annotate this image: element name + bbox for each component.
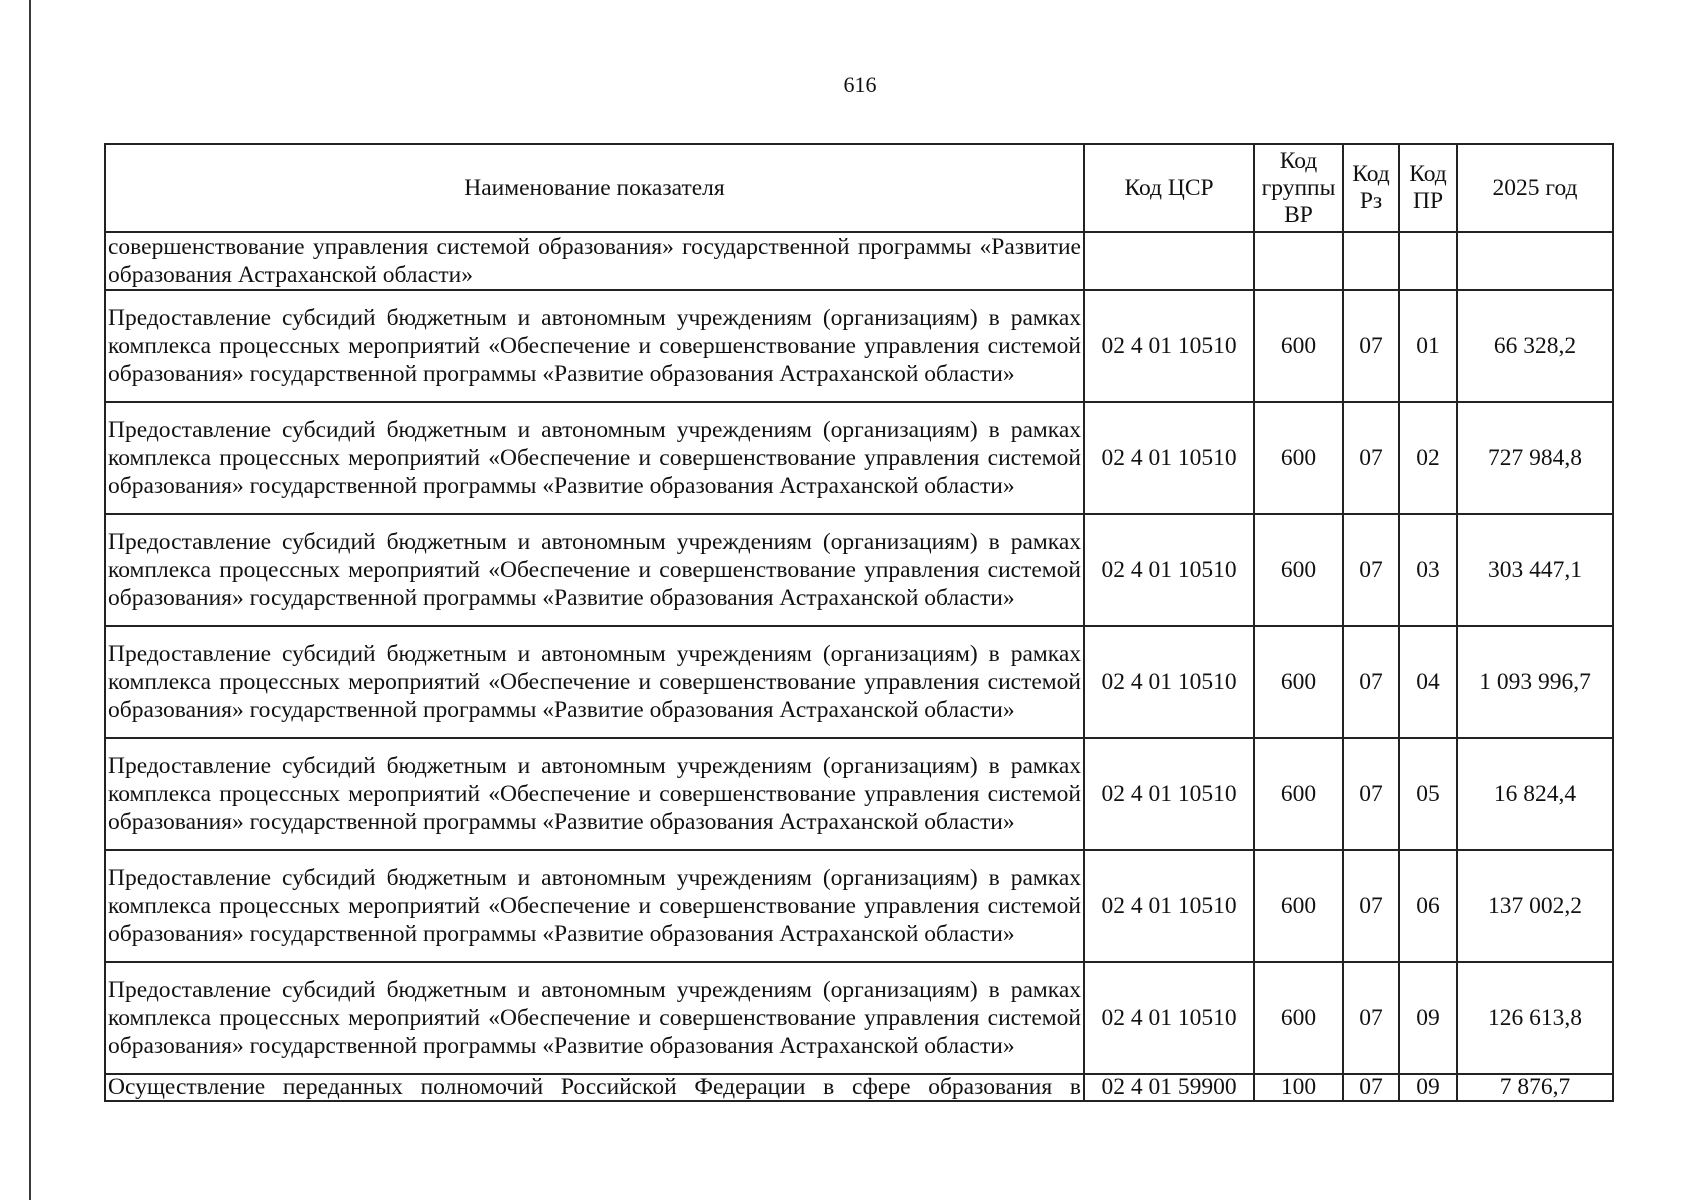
cell-amount: 16 824,4: [1457, 738, 1613, 850]
cell-amount: 137 002,2: [1457, 850, 1613, 962]
cell-rz: 07: [1343, 514, 1399, 626]
cell-pr: 02: [1399, 402, 1457, 514]
header-row: [105, 144, 1613, 232]
cell-csr: [1084, 232, 1254, 290]
cell-name: Предоставление субсидий бюджетным и автономным учреждениям (организациям) в рамках комплекса процессных мероприятий «Обеспечение и совершенствование управления системой образования» государственной программы «Развитие образования Астраханской области»: [105, 402, 1084, 514]
cell-pr: 09: [1399, 1074, 1457, 1101]
cell-vr: 600: [1254, 514, 1343, 626]
cell-csr: 02 4 01 10510: [1084, 402, 1254, 514]
table-row: [105, 738, 1613, 850]
cell-rz: 07: [1343, 626, 1399, 738]
cell-amount: 126 613,8: [1457, 962, 1613, 1074]
cell-vr: 600: [1254, 850, 1343, 962]
cell-rz: [1343, 232, 1399, 290]
header-csr: Код ЦСР: [1084, 144, 1254, 232]
table-row-last: [105, 1074, 1613, 1101]
cell-name: совершенствование управления системой образования» государственной программы «Развитие образования Астраханской области»: [105, 232, 1084, 290]
cell-vr: 600: [1254, 402, 1343, 514]
table-body: [105, 232, 1613, 1101]
cell-name: Предоставление субсидий бюджетным и автономным учреждениям (организациям) в рамках комплекса процессных мероприятий «Обеспечение и совершенствование управления системой образования» государственной программы «Развитие образования Астраханской области»: [105, 962, 1084, 1074]
header-vr: [1254, 144, 1343, 232]
cell-amount: 66 328,2: [1457, 290, 1613, 402]
cell-rz: 07: [1343, 962, 1399, 1074]
cell-rz: 07: [1343, 850, 1399, 962]
cell-vr: [1254, 232, 1343, 290]
cell-pr: [1399, 232, 1457, 290]
header-pr: [1399, 144, 1457, 232]
header-rz: [1343, 144, 1399, 232]
cell-name: Предоставление субсидий бюджетным и автономным учреждениям (организациям) в рамках комплекса процессных мероприятий «Обеспечение и совершенствование управления системой образования» государственной программы «Развитие образования Астраханской области»: [105, 514, 1084, 626]
cell-name: Предоставление субсидий бюджетным и автономным учреждениям (организациям) в рамках комплекса процессных мероприятий «Обеспечение и совершенствование управления системой образования» государственной программы «Развитие образования Астраханской области»: [105, 850, 1084, 962]
cell-pr: 03: [1399, 514, 1457, 626]
cell-amount: 303 447,1: [1457, 514, 1613, 626]
cell-pr: 09: [1399, 962, 1457, 1074]
cell-csr: 02 4 01 59900: [1084, 1074, 1254, 1101]
cell-name: Предоставление субсидий бюджетным и автономным учреждениям (организациям) в рамках комплекса процессных мероприятий «Обеспечение и совершенствование управления системой образования» государственной программы «Развитие образования Астраханской области»: [105, 626, 1084, 738]
cell-csr: 02 4 01 10510: [1084, 626, 1254, 738]
cell-name: Осуществление переданных полномочий Российской Федерации в сфере образования в: [105, 1074, 1084, 1101]
header-vr-line3: ВР: [1284, 201, 1313, 228]
cell-rz: 07: [1343, 402, 1399, 514]
cell-pr: 06: [1399, 850, 1457, 962]
cell-vr: 600: [1254, 738, 1343, 850]
header-vr-line1: Код: [1279, 147, 1318, 174]
cell-csr: 02 4 01 10510: [1084, 514, 1254, 626]
header-rz-line1: Код: [1352, 161, 1390, 187]
cell-vr: 600: [1254, 290, 1343, 402]
table-row: [105, 402, 1613, 514]
cell-rz: 07: [1343, 290, 1399, 402]
binding-margin-line: [29, 0, 31, 1200]
cell-rz: 07: [1343, 1074, 1399, 1101]
budget-table: [104, 143, 1614, 1102]
cell-pr: 04: [1399, 626, 1457, 738]
cell-vr: 600: [1254, 962, 1343, 1074]
cell-vr: 100: [1254, 1074, 1343, 1101]
table-row: [105, 290, 1613, 402]
table-row: [105, 962, 1613, 1074]
cell-pr: 01: [1399, 290, 1457, 402]
table-header: [105, 144, 1613, 232]
header-vr-line2: группы: [1261, 174, 1336, 201]
cell-rz: 07: [1343, 738, 1399, 850]
header-pr-line1: Код: [1409, 161, 1447, 187]
cell-name: Предоставление субсидий бюджетным и автономным учреждениям (организациям) в рамках комплекса процессных мероприятий «Обеспечение и совершенствование управления системой образования» государственной программы «Развитие образования Астраханской области»: [105, 738, 1084, 850]
cell-pr: 05: [1399, 738, 1457, 850]
cell-csr: 02 4 01 10510: [1084, 290, 1254, 402]
table-row: [105, 626, 1613, 738]
cell-amount: [1457, 232, 1613, 290]
cell-csr: 02 4 01 10510: [1084, 738, 1254, 850]
table-row-continuation: [105, 232, 1613, 290]
header-rz-line2: Рз: [1359, 188, 1383, 214]
cell-amount: 7 876,7: [1457, 1074, 1613, 1101]
cell-name: Предоставление субсидий бюджетным и автономным учреждениям (организациям) в рамках комплекса процессных мероприятий «Обеспечение и совершенствование управления системой образования» государственной программы «Развитие образования Астраханской области»: [105, 290, 1084, 402]
header-pr-line2: ПР: [1412, 188, 1444, 214]
cell-csr: 02 4 01 10510: [1084, 850, 1254, 962]
page-number: 616: [843, 72, 877, 97]
cell-amount: 727 984,8: [1457, 402, 1613, 514]
table-row: [105, 850, 1613, 962]
cell-csr: 02 4 01 10510: [1084, 962, 1254, 1074]
table-row: [105, 514, 1613, 626]
cell-amount: 1 093 996,7: [1457, 626, 1613, 738]
header-year: 2025 год: [1457, 144, 1613, 232]
header-name: Наименование показателя: [105, 144, 1084, 232]
cell-vr: 600: [1254, 626, 1343, 738]
